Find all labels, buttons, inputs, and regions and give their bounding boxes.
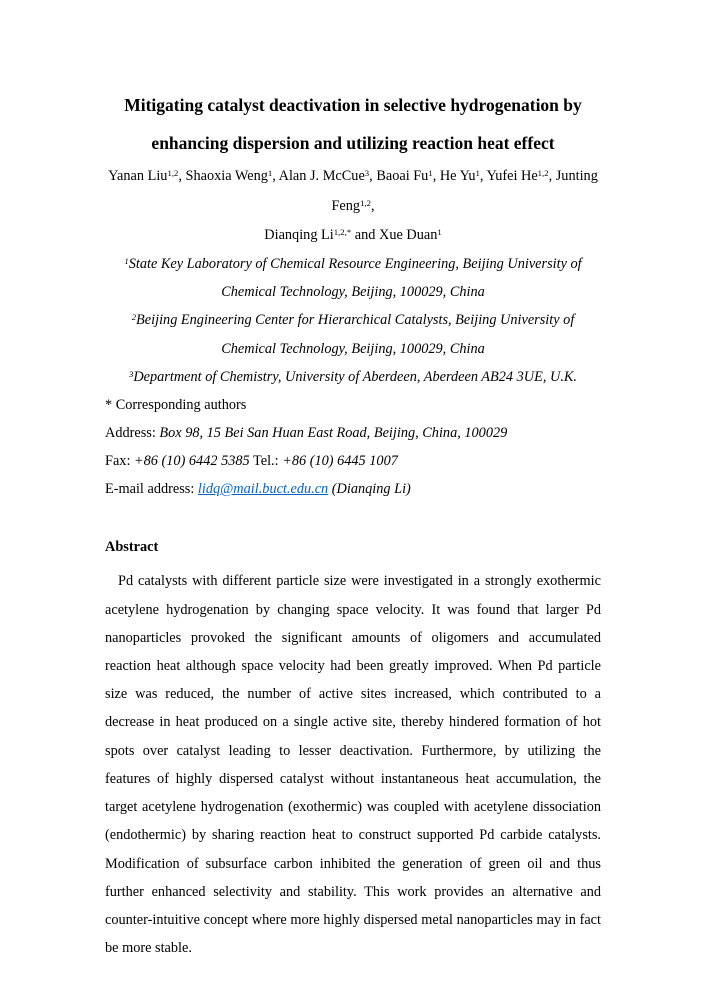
abstract-paragraph: Pd catalysts with different particle size were investigated in a strongly exothermic acetylene hydrogenation by changing space velocity. It was found that larger Pd nanoparticles provoked the significant amounts of oligomers and accumulated reaction heat although space velocity had been greatly improved. When Pd particle size was reduced, the number of active sites increased, which contributed to a decrease in heat produced on a single active site, thereby hindered formation of hot spots over catalyst leading to lesser deactivation. Furthermore, by utilizing the features of highly dispersed catalyst without instantaneous heat accumulation, the target acetylene hydrogenation (exothermic) was coupled with acetylene dissociation (endothermic) by sharing reaction heat to construct supported Pd carbide catalysts. Modification of subsurface carbon inhibited the generation of green oil and thus further enhanced selectivity and stability. This work provides an alternative and counter-intuitive concept where more highly dispersed metal nanoparticles may in fact be more stable. bbox=[105, 573, 601, 957]
author: Alan J. McCue$^3$, bbox=[278, 168, 377, 184]
email-owner: (Dianqing Li) bbox=[328, 480, 411, 497]
email-line bbox=[105, 476, 601, 504]
author-list-line-2 bbox=[105, 221, 601, 251]
correspondence-block bbox=[105, 392, 601, 503]
author: Yanan Liu$^{1,2}$, bbox=[108, 168, 186, 184]
email-label: E-mail address: bbox=[105, 480, 198, 497]
affiliation-number-superscript: 3 bbox=[128, 368, 134, 379]
author-affiliation-superscript: 1,2,* bbox=[333, 227, 352, 238]
author-affiliation-superscript: 1,2 bbox=[360, 197, 371, 208]
author: Xue Duan$^1$ bbox=[379, 227, 442, 243]
affiliation-list bbox=[105, 251, 601, 393]
author-affiliation-superscript: 1,2 bbox=[167, 168, 179, 179]
paper-title-line-2: enhancing dispersion and utilizing reaction heat effect bbox=[151, 133, 555, 153]
tel-label: Tel.: bbox=[249, 453, 283, 470]
author-affiliation-superscript: 1 bbox=[267, 168, 273, 179]
author-list-line-1 bbox=[105, 162, 601, 221]
page-content bbox=[105, 86, 601, 962]
address-line bbox=[105, 420, 601, 448]
author: Junting Feng$^{1,2}$, bbox=[331, 168, 598, 214]
author-affiliation-superscript: 1 bbox=[437, 227, 442, 238]
tel-value: +86 (10) 6445 1007 bbox=[282, 453, 398, 470]
affiliation-3: $^3$Department of Chemistry, University of Aberdeen, Aberdeen AB24 3UE, U.K. bbox=[128, 368, 578, 385]
paper-title bbox=[105, 86, 601, 162]
author: Yufei He$^{1,2}$, bbox=[486, 168, 556, 184]
fax-label: Fax: bbox=[105, 453, 134, 470]
affiliation-number-superscript: 1 bbox=[124, 255, 129, 266]
address-value: Box 98, 15 Bei San Huan East Road, Beijing, China, 100029 bbox=[159, 425, 508, 442]
author: Shaoxia Weng$^1$, bbox=[185, 168, 279, 184]
address-label: Address: bbox=[105, 425, 160, 442]
author-affiliation-superscript: 1 bbox=[428, 168, 433, 179]
author-affiliation-superscript: 3 bbox=[364, 168, 370, 179]
fax-value: +86 (10) 6442 5385 bbox=[134, 453, 250, 470]
paper-title-line-1: Mitigating catalyst deactivation in selective hydrogenation by bbox=[124, 95, 582, 115]
fax-tel-line bbox=[105, 448, 601, 476]
email-link[interactable]: lidq@mail.buct.edu.cn bbox=[197, 480, 329, 497]
author-list bbox=[105, 162, 601, 251]
author-affiliation-superscript: 1,2 bbox=[537, 168, 549, 179]
affiliation-number-superscript: 2 bbox=[131, 312, 137, 323]
affiliation-2: $^2$Beijing Engineering Center for Hierarchical Catalysts, Beijing University of Chemical Technology, Beijing, 100029, China bbox=[131, 312, 575, 357]
abstract-heading: Abstract bbox=[105, 538, 159, 555]
author: Dianqing $Li^{1,2,*}$ and bbox=[264, 227, 379, 243]
corresponding-authors-note: * Corresponding authors bbox=[105, 397, 247, 414]
author-affiliation-superscript: 1 bbox=[475, 168, 480, 179]
author: Baoai Fu$^1$, bbox=[376, 168, 440, 184]
author: He Yu$^1$, bbox=[439, 168, 487, 184]
affiliation-1: $^1$State Key Laboratory of Chemical Resource Engineering, Beijing University of Chemical Technology, Beijing, 100029, China bbox=[124, 255, 582, 301]
